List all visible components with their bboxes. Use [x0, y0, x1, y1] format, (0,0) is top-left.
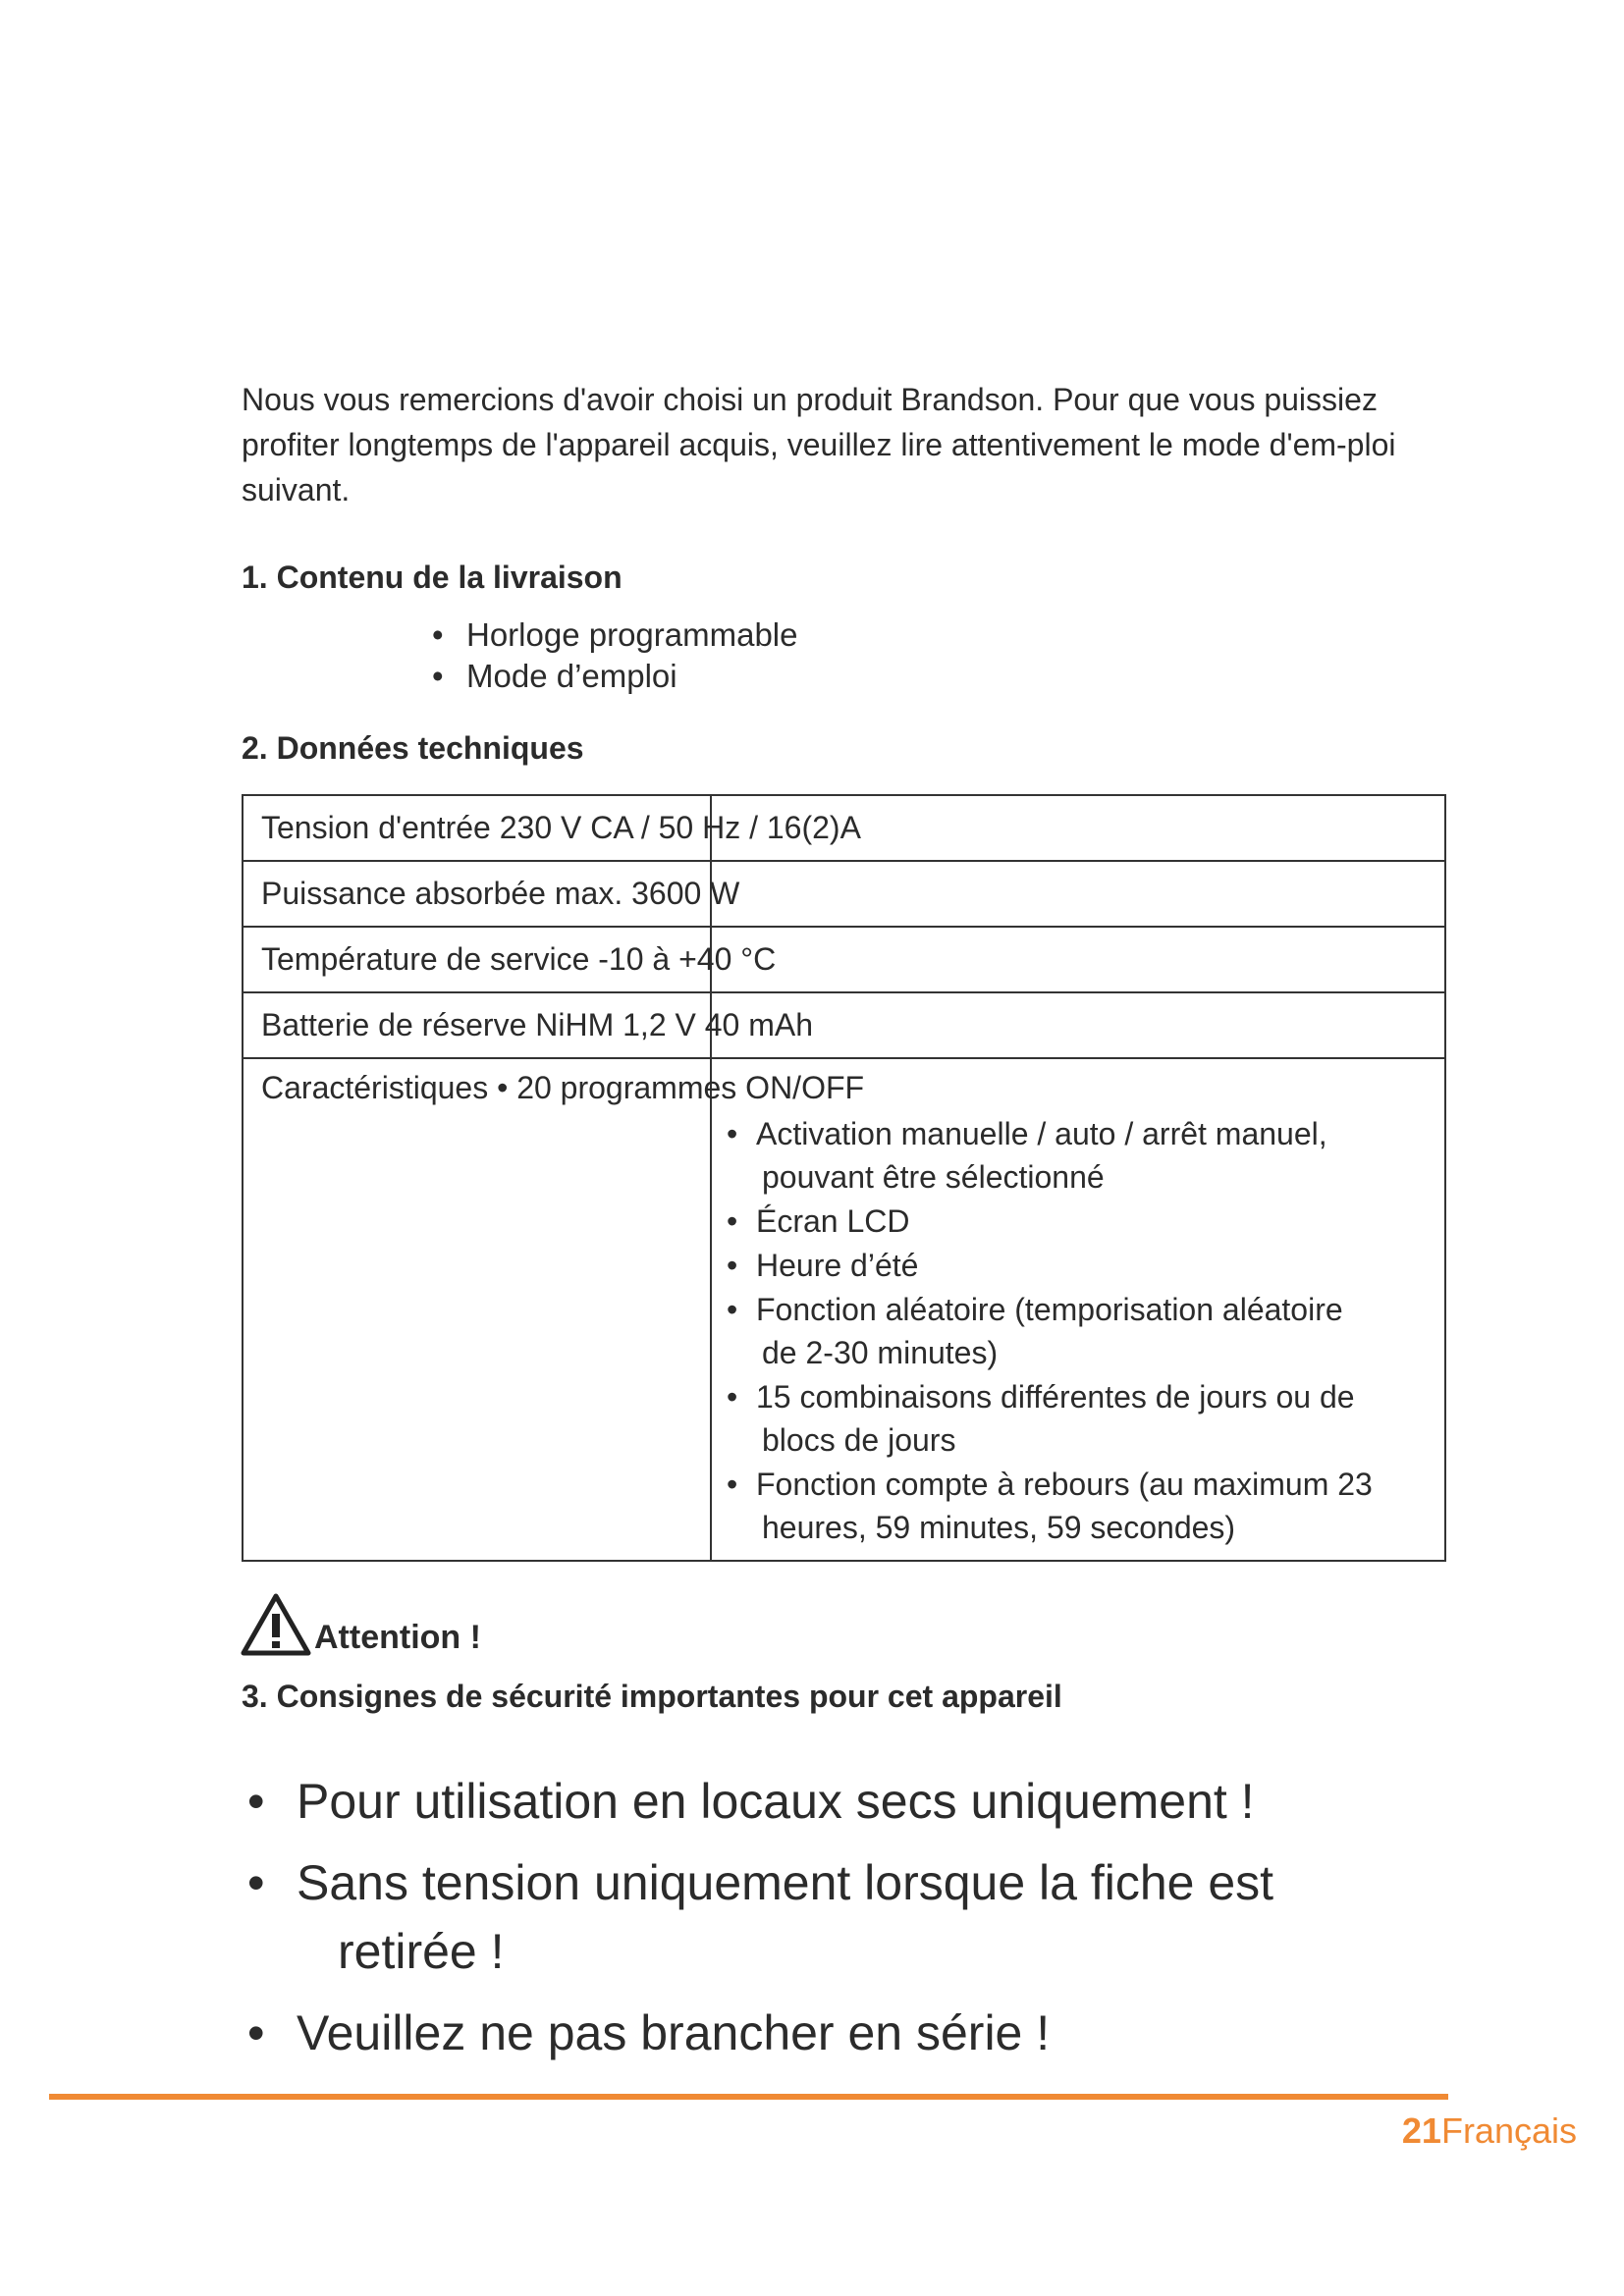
footer-rule [49, 2094, 1448, 2100]
list-item: • Horloge programmable [432, 614, 798, 656]
attention-label: Attention ! [314, 1619, 481, 1656]
list-item: • Pour utilisation en locaux secs uniquement ! [242, 1767, 1273, 1836]
table-row: Puissance absorbée max. 3600 W [244, 862, 1444, 928]
page-footer [1402, 2110, 1577, 2152]
page-number: 21 [1401, 2110, 1441, 2151]
section-3-heading: 3. Consignes de sécurité importantes pour cet appareil [242, 1679, 1062, 1714]
list-item: • 15 combinaisons différentes de jours ou de blocs de jours [727, 1375, 1424, 1462]
table-row: Tension d'entrée 230 V CA / 50 Hz / 16(2)A [244, 796, 1444, 862]
list-item: • Activation manuelle / auto / arrêt manuel, pouvant être sélectionné [727, 1112, 1424, 1199]
list-item: • Heure d’été [727, 1244, 1424, 1287]
warning-triangle-icon [240, 1592, 312, 1657]
list-item: • Fonction aléatoire (temporisation aléatoire de 2-30 minutes) [727, 1288, 1424, 1374]
table-row-features [244, 1059, 1444, 1560]
technical-data-table [242, 794, 1446, 1562]
list-item: • Mode d’emploi [432, 656, 798, 697]
delivery-contents-list [432, 614, 798, 697]
intro-paragraph: Nous vous remercions d'avoir choisi un produit Brandson. Pour que vous puissiez profiter longtemps de l'appareil acquis, veuillez lire attentivement le mode d'em-ploi suivant. [242, 382, 1396, 507]
list-item: • Fonction compte à rebours (au maximum 23 heures, 59 minutes, 59 secondes) [727, 1463, 1424, 1549]
section-1-heading: 1. Contenu de la livraison [242, 560, 623, 595]
features-label: Caractéristiques • 20 programmes ON/OFF [261, 1070, 865, 1105]
attention-notice [240, 1592, 481, 1657]
language-label: Français [1440, 2110, 1577, 2151]
safety-instructions-list [242, 1767, 1273, 2080]
table-row: Température de service -10 à +40 °C [244, 928, 1444, 993]
list-item: • Écran LCD [727, 1200, 1424, 1243]
section-2-heading: 2. Données techniques [242, 730, 584, 766]
list-item: • Veuillez ne pas brancher en série ! [242, 1999, 1273, 2067]
list-item: • Sans tension uniquement lorsque la fiche est retirée ! [242, 1848, 1273, 1986]
table-row: Batterie de réserve NiHM 1,2 V 40 mAh [244, 993, 1444, 1059]
features-list [727, 1112, 1424, 1550]
